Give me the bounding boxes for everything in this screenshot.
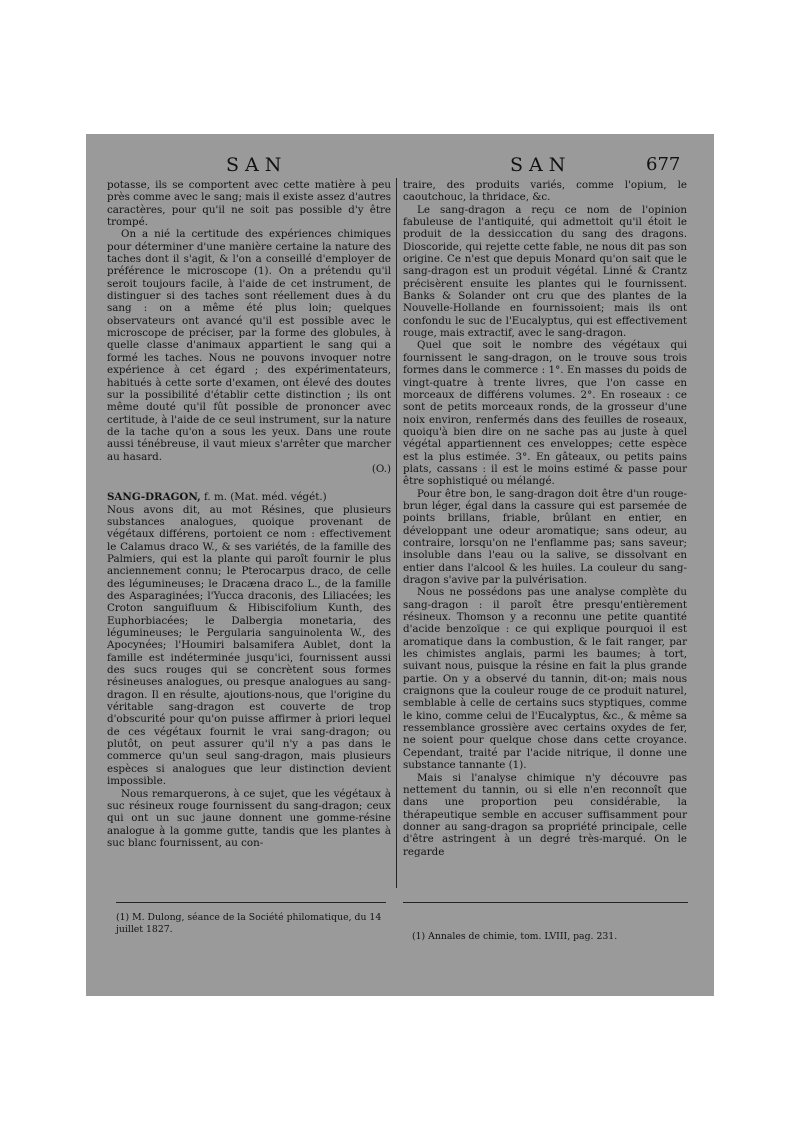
right-column bbox=[403, 179, 687, 858]
paragraph: Nous avons dit, au mot Résines, que plusieurs substances analogues, quoique provenant de végétaux différens, portoient ce nom : effectivement le Calamus draco W., & ses variétés, de la famille des Palmiers, qui est la plante qui paroît fournir le plus anciennement connu; le Pterocarpus draco, de celle des légumineuses; le Dracæna draco L., de la famille des Asparaginées; l'Yucca draconis, des Liliacées; les Croton sanguifluum & Hibiscifolium Kunth, des Euphorbiacées; le Dalbergia monetaria, des légumineuses; le Pergularia sanguinolenta W., des Apocynées; l'Houmiri balsamifera Aublet, dont la famille est indéterminée jusqu'ici, fournissent aussi des sucs rouges qui se concrètent sous formes résineuses analogues, ou presque analogues au sang-dragon. Il en résulte, ajoutions-nous, que l'origine du véritable sang-dragon est couverte de trop d'obscurité pour qu'on puisse affirmer à priori lequel de ces végétaux fournit le vrai sang-dragon; ou plutôt, on peut assurer qu'il n'y a pas dans le commerce qu'un seul sang-dragon, mais plusieurs espèces si analogues que leur distinction devient impossible. bbox=[107, 503, 391, 788]
footnote-rule-left bbox=[116, 902, 386, 903]
footnote-left: (1) M. Dulong, séance de la Société philomatique, du 14 juillet 1827. bbox=[116, 912, 382, 935]
column-divider bbox=[396, 178, 397, 888]
running-head-right: SAN bbox=[510, 154, 572, 176]
paragraph: On a nié la certitude des expériences chimiques pour déterminer d'une manière certaine la nature des taches dont il s'agit, & l'on a conseillé d'employer de préférence le microscope (1). On a prétendu qu'il seroit toujours facile, à l'aide de cet instrument, de distinguer si des taches sont réellement dues à du sang : on a même été plus loin; quelques observateurs ont avancé qu'il est possible avec le microscope de préciser, par la forme des globules, à quelle classe d'animaux appartient le sang qui a formé les taches. Nous ne pouvons invoquer notre expérience à cet égard ; des expérimentateurs, habitués à cette sorte d'examen, ont élevé des doutes sur la possibilité d'établir cette distinction ; ils ont même douté qu'il fût possible de prononcer avec certitude, à l'aide de ce seul instrument, sur la nature de la tache qu'on a sous les yeux. Dans une route aussi ténébreuse, il vaut mieux s'arrêter que marcher au hasard. bbox=[107, 228, 391, 463]
paragraph: traire, des produits variés, comme l'opium, le caoutchouc, la thridace, &c. bbox=[403, 179, 687, 204]
running-head-left: SAN bbox=[226, 154, 288, 176]
paragraph: potasse, ils se comportent avec cette matière à peu près comme avec le sang; mais il existe assez d'autres caractères, pour qu'il ne soit pas possible d'y être trompé. bbox=[107, 179, 391, 229]
author-signature: (O.) bbox=[371, 462, 391, 475]
footnote-right: (1) Annales de chimie, tom. LVIII, pag. 231. bbox=[412, 931, 618, 942]
paragraph: Mais si l'analyse chimique n'y découvre pas nettement du tannin, ou si elle n'en reconnoît que dans une proportion peu considérable, la thérapeutique semble en accuser suffisamment pour donner au sang-dragon sa propriété principale, celle d'être astringent à un degré très-marqué. On le regarde bbox=[403, 771, 687, 858]
paragraph: Nous remarquerons, à ce sujet, que les végétaux à suc résineux rouge fournissent du sang-dragon; ceux qui ont un suc jaune donnent une gomme-résine analogue à la gomme gutte, tandis que les plantes à suc blanc fournissent, au con- bbox=[107, 787, 391, 849]
paragraph: Pour être bon, le sang-dragon doit être d'un rouge-brun léger, égal dans la cassure qui est parsemée de points brillans, friable, brûlant en entier, en développant une odeur aromatique; sans odeur, au contraire, lorsqu'on ne l'enflamme pas; sans saveur; insoluble dans l'eau ou la salive, se dissolvant en entier dans l'alcool & les huiles. La couleur du sang-dragon s'avive par la pulvérisation. bbox=[403, 487, 687, 586]
page-number: 677 bbox=[646, 154, 681, 175]
paragraph: Quel que soit le nombre des végétaux qui fournissent le sang-dragon, on le trouve sous trois formes dans le commerce : 1°. En masses du poids de vingt-quatre à trente livres, que l'on casse en morceaux de différens volumes. 2°. En roseaux : ce sont de petits morceaux ronds, de la grosseur d'une noix environ, renfermés dans des feuilles de roseaux, quoiqu'à bien dire on ne sache pas au juste à quel végétal appartiennent ces enveloppes; cette espèce est la plus estimée. 3°. En gâteaux, ou petits pains plats, cassans : il est le moins estimé & passe pour être sophistiqué ou mélangé. bbox=[403, 339, 687, 488]
scanned-page bbox=[86, 134, 714, 996]
left-column bbox=[107, 179, 391, 849]
entry-heading bbox=[107, 491, 391, 503]
spacer bbox=[107, 475, 391, 491]
footnote-rule-right bbox=[403, 902, 688, 903]
entry-grammar: f. m. (Mat. méd. végét.) bbox=[203, 491, 327, 504]
paragraph: Nous ne possédons pas une analyse complète du sang-dragon : il paroît être presqu'entièrement résineux. Thomson y a reconnu une petite quantité d'acide benzoïque : ce qui explique pourquoi il est aromatique dans la combustion, & le fait ranger, par les chimistes anglais, parmi les baumes; à tort, suivant nous, puisque la résine en fait la plus grande partie. On y a observé du tannin, dit-on; mais nous craignons que la couleur rouge de ce produit naturel, semblable à celle de certains sucs styptiques, comme le kino, comme celui de l'Eucalyptus, &c., & même sa ressemblance grossière avec certains oxydes de fer, ne soient pour quelque chose dans cette croyance. Cependant, traité par l'acide nitrique, il donne une substance tannante (1). bbox=[403, 586, 687, 772]
paragraph: Le sang-dragon a reçu ce nom de l'opinion fabuleuse de l'antiquité, qui admettoit qu'il étoit le produit de la dessiccation du sang des dragons. Dioscoride, qui rejette cette fable, ne nous dit pas son origine. Ce n'est que depuis Monard qu'on sait que le sang-dragon est un produit végétal. Linné & Crantz précisèrent ensuite les plantes qui le fournissent. Banks & Solander ont cru que des plantes de la Nouvelle-Hollande en fournissoient; mais ils ont confondu le suc de l'Eucalyptus, qui est effectivement rouge, mais extractif, avec le sang-dragon. bbox=[403, 203, 687, 340]
entry-headword: SANG-DRAGON, bbox=[107, 491, 201, 504]
